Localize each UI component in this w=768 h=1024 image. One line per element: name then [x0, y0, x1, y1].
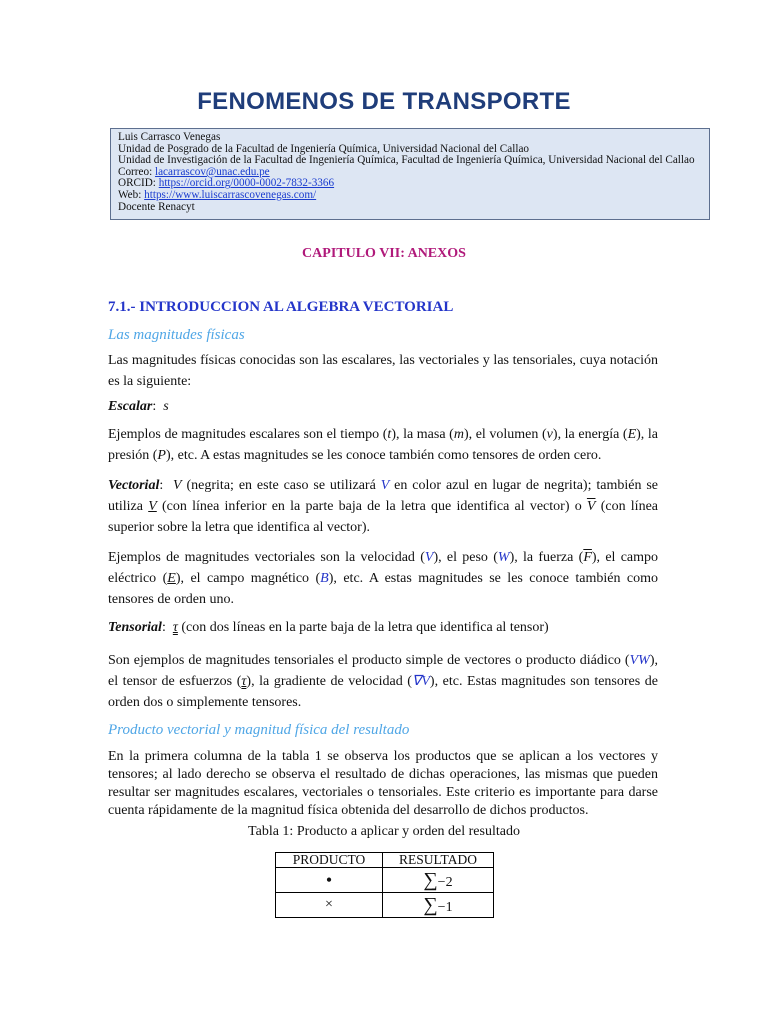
- escalar-label: Escalar: [108, 399, 153, 414]
- product-result-table: [275, 852, 494, 918]
- symbol-nablaV-blue: ∇V: [411, 674, 430, 689]
- cell-resultado: [383, 868, 494, 893]
- text-fragment: , la energía: [557, 427, 620, 442]
- sigma-symbol: ∑: [423, 868, 438, 891]
- symbol-W-blue: W: [497, 550, 510, 565]
- subheading-producto: Producto vectorial y magnitud física del resultado: [108, 722, 410, 738]
- author-affiliation-2: Unidad de Investigación de la Facultad de Ingeniería Química, Facultad de Ingeniería Química, Universidad Nacional del Callao: [118, 154, 695, 167]
- sigma-symbol: ∑: [423, 893, 438, 916]
- orcid-label: ORCID:: [118, 177, 159, 190]
- text-fragment: , etc. A estas magnitudes se les conoce también como tensores de orden cero.: [170, 448, 602, 463]
- email-link[interactable]: lacarrascov@unac.edu.pe: [154, 165, 270, 178]
- symbol-E-underline: E: [167, 571, 176, 586]
- author-affiliation-1: Unidad de Posgrado de la Facultad de Ingeniería Química, Universidad Nacional del Callao: [118, 142, 530, 155]
- symbol-V-blue: V: [380, 478, 390, 493]
- table-header-row: [276, 853, 494, 868]
- chapter-heading: CAPITULO VII: ANEXOS: [302, 246, 466, 261]
- table-row: [276, 868, 494, 893]
- vector-examples-paragraph: Ejemplos de magnitudes vectoriales son la velocidad (V), el peso (W), la fuerza $(\overline{F})$, el campo eléctrico (E), el campo magnético (B), etc. A estas magnitudes se les conoce también como tensores de orden uno.: [108, 550, 659, 607]
- text-fragment: , el campo eléctrico: [108, 550, 659, 586]
- escalar-definition: Escalar: s: [108, 399, 169, 414]
- text-fragment: en color azul en lugar de negrita); también se utiliza: [108, 478, 659, 514]
- text-fragment: Ejemplos de magnitudes vectoriales son la velocidad: [108, 550, 415, 565]
- text-fragment: (con línea inferior en la parte baja de la letra que identifica al vector) o: [162, 499, 582, 514]
- symbol-E: E: [627, 427, 637, 442]
- symbol-tau-double-underline: τ: [172, 620, 178, 635]
- section-heading: 7.1.- INTRODUCCION AL ALGEBRA VECTORIAL: [108, 299, 454, 315]
- symbol-m: m: [453, 427, 464, 442]
- text-fragment: , la gradiente de velocidad: [251, 674, 403, 689]
- symbol-t: t: [387, 427, 392, 442]
- header-resultado: RESULTADO: [383, 853, 494, 868]
- text-fragment: , la fuerza: [514, 550, 574, 565]
- symbol-VW-blue: VW: [629, 653, 650, 668]
- vectorial-label: Vectorial: [108, 478, 160, 493]
- text-fragment: , etc. A estas magnitudes se les conoce también como tensores de orden uno.: [108, 571, 659, 607]
- cell-producto-cross: ×: [276, 893, 383, 918]
- author-info-box: [110, 128, 710, 220]
- text-fragment: (negrita; en este caso se utilizará: [186, 478, 376, 493]
- web-label: Web:: [118, 188, 145, 201]
- symbol-V: V: [173, 478, 182, 493]
- orcid-link[interactable]: https://orcid.org/0000-0002-7832-3366: [158, 177, 335, 190]
- cell-producto-dot: •: [276, 868, 383, 893]
- text-fragment: Son ejemplos de magnitudes tensoriales el producto simple de vectores o producto diádico: [108, 653, 621, 668]
- symbol-v: v: [546, 427, 553, 442]
- text-fragment: , la masa: [395, 427, 446, 442]
- resultado-value: −1: [437, 899, 453, 915]
- symbol-V-overline: $\overline{V}$: [586, 499, 596, 514]
- escalar-examples-paragraph: Ejemplos de magnitudes escalares son el tiempo (t), la masa (m), el volumen (v), la energía (E), la presión (P), etc. A estas magnitudes se les conoce también como tensores de orden cero.: [108, 427, 658, 463]
- text-fragment: Ejemplos de magnitudes escalares son el tiempo: [108, 427, 380, 442]
- tensorial-label: Tensorial: [108, 620, 162, 635]
- tensor-examples-paragraph: Son ejemplos de magnitudes tensoriales el producto simple de vectores o producto diádico (VW), el tensor de esfuerzos (τ), la gradiente de velocidad (∇V), etc. Estas magnitudes son tensores de orden dos o simplemente tensores.: [108, 653, 658, 710]
- symbol-P: P: [157, 448, 166, 463]
- producto-paragraph: En la primera columna de la tabla 1 se observa los productos que se aplican a los vectores y tensores; al lado derecho se observa el resultado de dichas operaciones, las mismas que pueden resultar ser magnitudes escalares, vectoriales o tensoriales. Este criterio es importante para darse cuenta rápidamente de la magnitud física obtenida del desarrollo de dichos productos.: [108, 749, 658, 818]
- vectorial-definition: Vectorial: V (negrita; en este caso se utilizará V en color azul en lugar de negrita); también se utiliza V (con línea inferior en la parte baja de la letra que identifica al vector) o $\overline{V}$ (con línea superior sobre la letra que identifica al vector).: [108, 478, 659, 535]
- intro-paragraph: Las magnitudes físicas conocidas son las escalares, las vectoriales y las tensoriales, cuya notación es la siguiente:: [108, 353, 658, 389]
- text-fragment: (con dos líneas en la parte baja de la letra que identifica al tensor): [181, 620, 549, 635]
- symbol-B-blue: B: [320, 571, 329, 586]
- header-producto: PRODUCTO: [276, 853, 383, 868]
- symbol-V-underline: V: [148, 499, 157, 514]
- text-fragment: , el volumen: [468, 427, 539, 442]
- tensorial-definition: Tensorial: τ (con dos líneas en la parte baja de la letra que identifica al tensor): [108, 620, 549, 635]
- table-row: [276, 893, 494, 918]
- subheading-magnitudes: Las magnitudes físicas: [108, 327, 245, 343]
- author-web-line: [118, 190, 703, 202]
- document-title: FENOMENOS DE TRANSPORTE: [197, 88, 571, 115]
- text-fragment: , etc. Estas magnitudes son tensores de orden dos o simplemente tensores.: [108, 674, 658, 710]
- table-caption: Tabla 1: Producto a aplicar y orden del resultado: [248, 824, 520, 839]
- text-fragment: , el campo magnético: [180, 571, 310, 586]
- author-name: Luis Carrasco Venegas: [118, 131, 221, 143]
- text-fragment: , la presión: [108, 427, 658, 463]
- text-fragment: (con línea superior sobre la letra que identifica al vector).: [108, 499, 659, 535]
- email-label: Correo:: [118, 165, 155, 178]
- symbol-V-blue: V: [424, 550, 434, 565]
- web-link[interactable]: https://www.luiscarrascovenegas.com/: [144, 188, 317, 201]
- text-fragment: , el tensor de esfuerzos: [108, 653, 658, 689]
- escalar-symbol: s: [163, 399, 169, 414]
- text-fragment: , el peso: [438, 550, 488, 565]
- symbol-tau-double-underline: τ: [241, 674, 247, 689]
- resultado-value: −2: [437, 874, 453, 890]
- symbol-F-overline: $\overline{F}$: [583, 550, 592, 565]
- author-role: Docente Renacyt: [118, 200, 195, 213]
- cell-resultado: [383, 893, 494, 918]
